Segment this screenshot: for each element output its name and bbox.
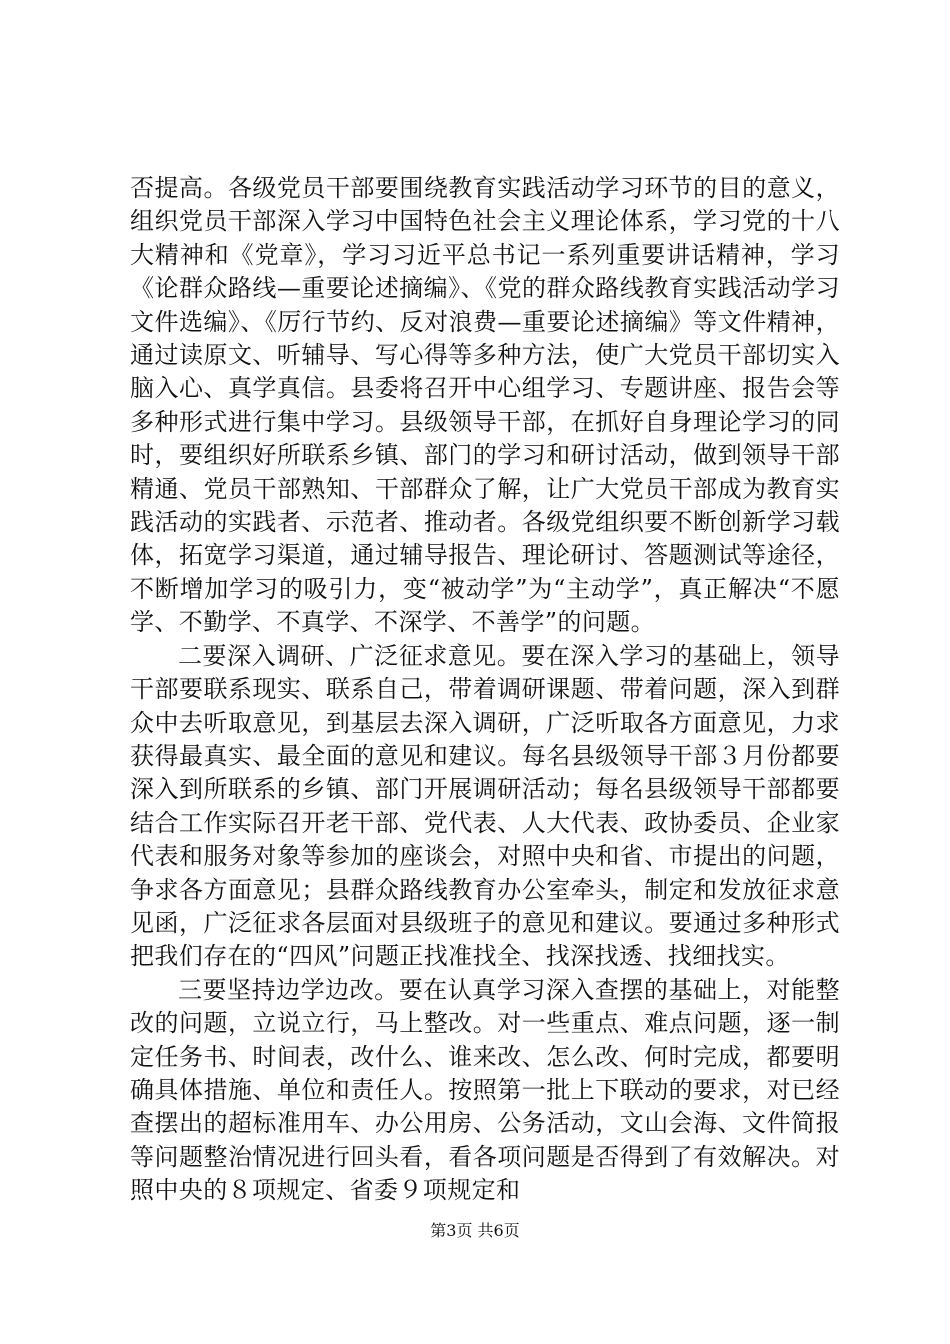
page-number-footer: 第3页 共6页 — [430, 1221, 520, 1240]
paragraph-continued: 否提高。各级党员干部要围绕教育实践活动学习环节的目的意义，组织党员干部深入学习中国特色社会主义理论体系，学习党的十八大精神和《党章》，学习习近平总书记一系列重要讲话精神，学习《论群众路线—重要论述摘编》、《党的群众路线教育实践活动学习文件选编》、《厉行节约、反对浪费—重要论述摘编》等文件精神，通过读原文、听辅导、写心得等多种方法，使广大党员干部切实入脑入心、真学真信。县委将召开中心组学习、专题讲座、报告会等多种形式进行集中学习。县级领导干部，在抓好自身理论学习的同时，要组织好所联系乡镇、部门的学习和研讨活动，做到领导干部精通、党员干部熟知、干部群众了解，让广大党员干部成为教育实践活动的实践者、示范者、推动者。各级党组织要不断创新学习载体，拓宽学习渠道，通过辅导报告、理论研讨、答题测试等途径，不断增加学习的吸引力，变“被动学”为“主动学”，真正解决“不愿学、不勤学、不真学、不深学、不善学”的问题。 — [130, 174, 840, 637]
paragraph-rectification: 三要坚持边学边改。要在认真学习深入查摆的基础上，对能整改的问题，立说立行，马上整改。对一些重点、难点问题，逐一制定任务书、时间表，改什么、谁来改、怎么改、何时完成，都要明确具体措施、单位和责任人。按照第一批上下联动的要求，对已经查摆出的超标准用车、办公用房、公务活动，文山会海、文件简报等问题整治情况进行回头看，看各项问题是否得到了有效解决。对照中央的８项规定、省委９项规定和 — [130, 975, 840, 1205]
paragraph-investigation: 二要深入调研、广泛征求意见。要在深入学习的基础上，领导干部要联系现实、联系自己，带着调研课题、带着问题，深入到群众中去听取意见，到基层去深入调研，广泛听取各方面意见，力求获得最真实、最全面的意见和建议。每名县级领导干部３月份都要深入到所联系的乡镇、部门开展调研活动；每名县级领导干部都要结合工作实际召开老干部、党代表、人大代表、政协委员、企业家代表和服务对象等参加的座谈会，对照中央和省、市提出的问题，争求各方面意见；县群众路线教育办公室牵头，制定和发放征求意见函，广泛征求各层面对县级班子的意见和建议。要通过多种形式把我们存在的“四风”问题正找准找全、找深找透、找细找实。 — [130, 641, 840, 971]
document-body — [130, 172, 840, 1208]
